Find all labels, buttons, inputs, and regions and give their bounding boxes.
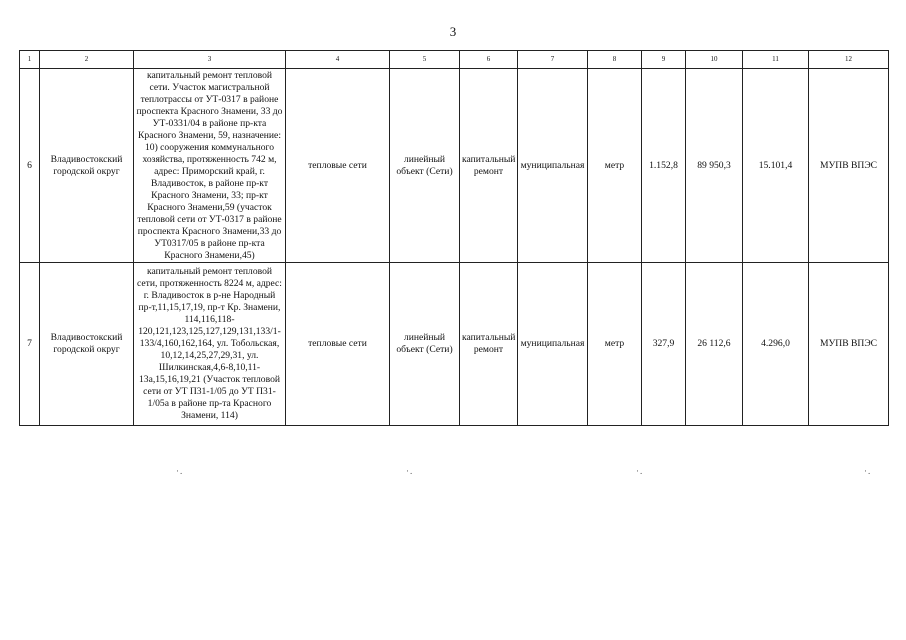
value-cell-11: 4.296,0 xyxy=(743,263,809,426)
description-cell: капитальный ремонт тепловой сети, протяженность 8224 м, адрес: г. Владивосток в р-не Народный пр-т,11,15,17,19, пр-т Кр. Знамени, 114,116,118-120,121,123,125,127,129,131,133/1-133/4,160,162,164, ул. Тобольская, 10,12,14,25,27,29,31, ул. Шилкинская,4,6-8,10,11-13а,15,16,19,21 (Участок тепловой сети от УТ П31-1/05 до УТ П31-1/05а в районе пр-та Красного Знамени, 114) xyxy=(134,263,286,426)
row-number: 7 xyxy=(20,263,40,426)
object-type-cell: линейный объект (Сети) xyxy=(390,263,460,426)
unit-cell: метр xyxy=(588,69,642,263)
row-number: 6 xyxy=(20,69,40,263)
header-cell: 3 xyxy=(134,51,286,69)
data-table xyxy=(19,50,889,426)
value-cell-10: 26 112,6 xyxy=(686,263,743,426)
unit-cell: метр xyxy=(588,263,642,426)
header-cell: 4 xyxy=(286,51,390,69)
header-cell: 12 xyxy=(809,51,889,69)
quantity-cell: 327,9 xyxy=(642,263,686,426)
quantity-cell: 1.152,8 xyxy=(642,69,686,263)
header-cell: 1 xyxy=(20,51,40,69)
table-row xyxy=(20,263,889,426)
header-cell: 8 xyxy=(588,51,642,69)
scan-speck: ·. xyxy=(864,466,872,476)
table-header-row xyxy=(20,51,889,69)
ownership-cell: муниципальная xyxy=(518,263,588,426)
object-cell: тепловые сети xyxy=(286,263,390,426)
header-cell: 6 xyxy=(460,51,518,69)
organization-cell: МУПВ ВПЭС xyxy=(809,69,889,263)
value-cell-11: 15.101,4 xyxy=(743,69,809,263)
district-cell: Владивостокский городской округ xyxy=(40,263,134,426)
header-cell: 11 xyxy=(743,51,809,69)
scan-speck: ·. xyxy=(636,466,644,476)
header-cell: 2 xyxy=(40,51,134,69)
value-cell-10: 89 950,3 xyxy=(686,69,743,263)
header-cell: 5 xyxy=(390,51,460,69)
scan-speck: ·. xyxy=(176,466,184,476)
table-row xyxy=(20,69,889,263)
ownership-cell: муниципальная xyxy=(518,69,588,263)
header-cell: 7 xyxy=(518,51,588,69)
organization-cell: МУПВ ВПЭС xyxy=(809,263,889,426)
district-cell: Владивостокский городской округ xyxy=(40,69,134,263)
description-cell: капитальный ремонт тепловой сети. Участок магистральной теплотрассы от УТ-0317 в районе проспекта Красного Знамени, 33 до УТ-0331/04 в районе пр-кта Красного Знамени, 59, назначение: 10) сооружения коммунального хозяйства, протяженность 742 м, адрес: Приморский край, г. Владивосток, в районе пр-кт Красного Знамени, 33; пр-кт Красного Знамени,59 (участок тепловой сети от УТ-0317 в районе проспекта Красного Знамени,33 до УТ0317/05 в районе пр-кта Красного Знамени,45) xyxy=(134,69,286,263)
object-type-cell: линейный объект (Сети) xyxy=(390,69,460,263)
header-cell: 9 xyxy=(642,51,686,69)
scan-speck: ·. xyxy=(406,466,414,476)
work-type-cell: капитальный ремонт xyxy=(460,69,518,263)
page-number: 3 xyxy=(449,24,457,39)
object-cell: тепловые сети xyxy=(286,69,390,263)
work-type-cell: капитальный ремонт xyxy=(460,263,518,426)
header-cell: 10 xyxy=(686,51,743,69)
